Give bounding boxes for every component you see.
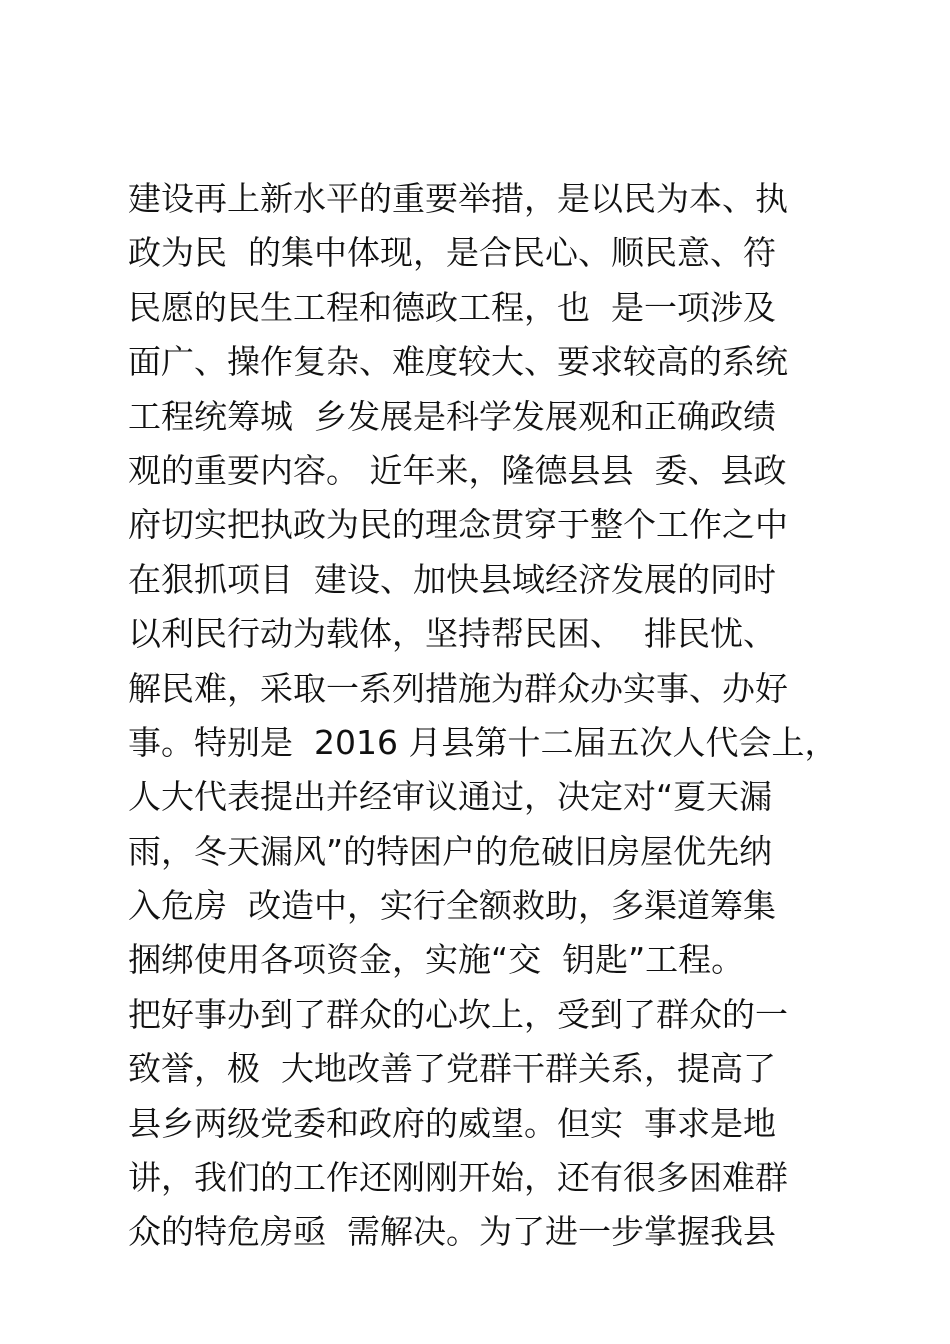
text-line: 面广、操作复杂、难度较大、要求较高的系统: [128, 342, 788, 382]
text-line: 在狠抓项目 建设、加快县域经济发展的同时: [128, 559, 776, 599]
text-line: 致誉，极 大地改善了党群干群关系，提高了: [128, 1049, 776, 1089]
text-line: 建设再上新水平的重要举措，是以民为本、执: [128, 179, 788, 218]
text-line: 人大代表提出并经审议通过，决定对“夏天漏: [128, 777, 773, 817]
text-line: 政为民 的集中体现，是合民心、顺民意、符: [128, 233, 776, 273]
text-line: 入危房 改造中，实行全额救助，多渠道筹集: [128, 886, 776, 926]
text-line: 讲，我们的工作还刚刚开始，还有很多困难群: [128, 1158, 788, 1198]
text-line: 解民难，采取一系列措施为群众办实事、办好: [128, 668, 788, 708]
text-line: 工程统筹城 乡发展是科学发展观和正确政绩: [128, 396, 776, 436]
text-line: 县乡两级党委和政府的威望。但实 事求是地: [128, 1103, 776, 1143]
text-line: 民愿的民生工程和德政工程，也 是一项涉及: [128, 287, 776, 327]
text-line: 雨，冬天漏风”的特困户的危破旧房屋优先纳: [128, 831, 773, 871]
text-line: 众的特危房亟 需解决。为了进一步掌握我县: [128, 1212, 776, 1252]
text-line: 事。特别是 2016 月县第十二届五次人代会上，: [128, 722, 838, 762]
text-line: 捆绑使用各项资金，实施“交 钥匙”工程。: [128, 940, 745, 980]
text-line: 观的重要内容。 近年来，隆德县县 委、县政: [128, 450, 787, 490]
body-text: [128, 172, 848, 1260]
text-line: 府切实把执政为民的理念贯穿于整个工作之中: [128, 505, 788, 545]
text-line: 以利民行动为载体，坚持帮民困、 排民忧、: [128, 614, 776, 654]
text-line: 把好事办到了群众的心坎上，受到了群众的一: [128, 994, 788, 1034]
